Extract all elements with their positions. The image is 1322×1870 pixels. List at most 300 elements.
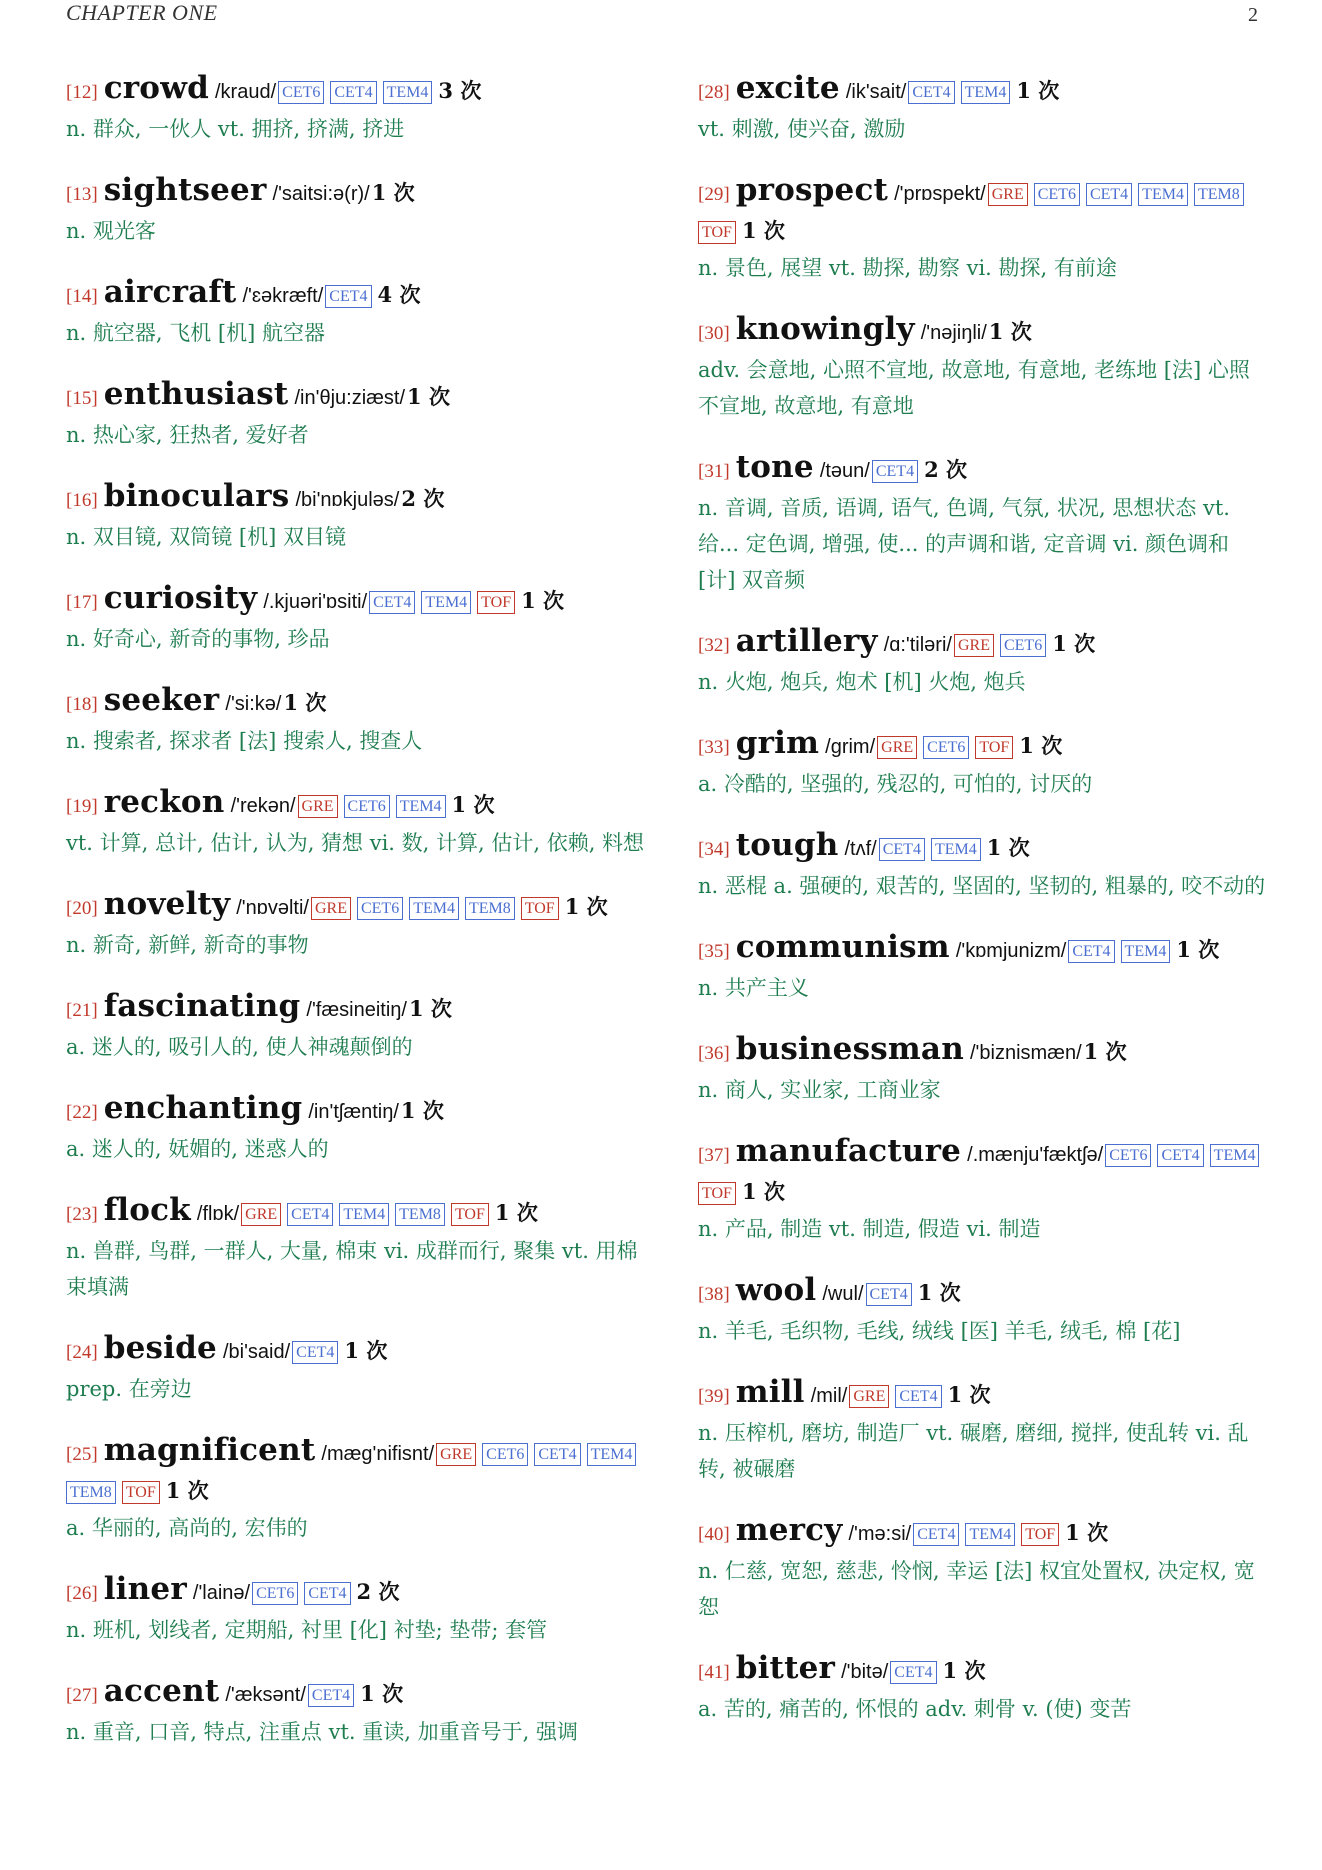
phonetic: /'nɒvəlti/ xyxy=(236,897,309,919)
exam-tag-cet4: CET4 xyxy=(325,285,371,308)
definition: a. 苦的, 痛苦的, 怀恨的 adv. 刺骨 v. (使) 变苦 xyxy=(698,1697,1132,1721)
frequency-count xyxy=(344,1338,387,1363)
entry-index: [23] xyxy=(66,1204,98,1225)
definition: n. 兽群, 鸟群, 一群人, 大量, 棉束 vi. 成群而行, 聚集 vt. 用棉束填满 xyxy=(66,1239,638,1299)
definition: n. 商人, 实业家, 工商业家 xyxy=(698,1078,941,1102)
frequency-count xyxy=(989,319,1032,344)
entry-index: [30] xyxy=(698,323,730,344)
frequency-count xyxy=(521,588,564,613)
exam-tag-tof: TOF xyxy=(975,736,1013,759)
phonetic: /təun/ xyxy=(819,460,870,482)
vocab-entry xyxy=(66,1571,646,1648)
headword: crowd xyxy=(103,70,209,106)
frequency-count xyxy=(742,1179,785,1204)
phonetic: /.kjuəri'ɒsiti/ xyxy=(263,591,368,613)
vocab-entry xyxy=(698,70,1270,147)
count-value: 1 xyxy=(400,1098,416,1123)
count-unit: 次 xyxy=(366,1338,388,1363)
vocab-entry xyxy=(66,1432,646,1546)
frequency-count xyxy=(1084,1039,1127,1064)
exam-tag-tem8: TEM8 xyxy=(465,897,515,920)
vocab-entry xyxy=(66,580,646,657)
exam-tag-tof: TOF xyxy=(451,1203,489,1226)
headword: excite xyxy=(735,70,840,106)
vocab-entry xyxy=(66,886,646,963)
count-unit: 次 xyxy=(393,180,415,205)
count-unit: 次 xyxy=(586,894,608,919)
phonetic: /'ɛəkræft/ xyxy=(242,285,324,307)
count-value: 4 xyxy=(377,282,393,307)
headword: manufacture xyxy=(735,1133,962,1169)
entry-headline xyxy=(698,1031,1270,1072)
count-unit: 次 xyxy=(378,1579,400,1604)
frequency-count xyxy=(438,78,481,103)
count-unit: 次 xyxy=(964,1658,986,1683)
headword: magnificent xyxy=(103,1432,316,1468)
entry-headline xyxy=(66,1090,646,1131)
definition: n. 搜索者, 探求者 [法] 搜索人, 搜查人 xyxy=(66,729,423,753)
count-value: 1 xyxy=(1176,937,1191,962)
exam-tag-cet4: CET4 xyxy=(287,1203,333,1226)
definition: adv. 会意地, 心照不宣地, 故意地, 有意地, 老练地 [法] 心照不宣地, 故意地, 有意地 xyxy=(698,358,1250,418)
definition: prep. 在旁边 xyxy=(66,1377,192,1401)
vocab-entry xyxy=(698,1374,1270,1487)
entry-headline xyxy=(66,478,646,519)
entry-index: [27] xyxy=(66,1685,98,1706)
exam-tag-cet4: CET4 xyxy=(1157,1144,1203,1167)
headword: curiosity xyxy=(103,580,258,616)
count-value: 1 xyxy=(165,1478,181,1503)
exam-tag-tof: TOF xyxy=(477,591,515,614)
entry-headline xyxy=(698,929,1270,970)
frequency-count xyxy=(1016,78,1059,103)
definition: vt. 计算, 总计, 估计, 认为, 猜想 vi. 数, 计算, 估计, 依赖, 料想 xyxy=(66,831,645,855)
exam-tag-gre: GRE xyxy=(436,1443,476,1466)
frequency-count xyxy=(166,1478,209,1503)
vocab-entry xyxy=(698,1272,1270,1349)
frequency-count xyxy=(407,384,450,409)
frequency-count xyxy=(565,894,608,919)
frequency-count xyxy=(401,1098,444,1123)
exam-tag-tem4: TEM4 xyxy=(961,81,1011,104)
entry-headline xyxy=(66,886,646,927)
headword: enchanting xyxy=(103,1090,303,1126)
exam-tag-cet4: CET4 xyxy=(292,1341,338,1364)
exam-tag-cet4: CET4 xyxy=(913,1523,959,1546)
count-value: 1 xyxy=(741,1179,757,1204)
right-column xyxy=(698,70,1270,1752)
definition: n. 恶棍 a. 强硬的, 艰苦的, 坚固的, 坚韧的, 粗暴的, 咬不动的 xyxy=(698,874,1266,898)
phonetic: /wul/ xyxy=(822,1283,864,1305)
count-unit: 次 xyxy=(422,1098,444,1123)
headword: reckon xyxy=(103,784,225,820)
exam-tag-cet6: CET6 xyxy=(278,81,324,104)
vocab-entry xyxy=(66,70,646,147)
entry-index: [24] xyxy=(66,1342,98,1363)
definition: n. 重音, 口音, 特点, 注重点 vt. 重读, 加重音号于, 强调 xyxy=(66,1720,578,1744)
entry-headline xyxy=(66,274,646,315)
definition: n. 产品, 制造 vt. 制造, 假造 vi. 制造 xyxy=(698,1217,1041,1241)
headword: prospect xyxy=(735,172,889,208)
count-unit: 次 xyxy=(1105,1039,1127,1064)
headword: mercy xyxy=(735,1512,843,1548)
phonetic: /'fæsineitiŋ/ xyxy=(306,999,407,1021)
definition: n. 群众, 一伙人 vt. 拥挤, 挤满, 挤进 xyxy=(66,117,405,141)
count-value: 2 xyxy=(356,1579,372,1604)
headword: businessman xyxy=(735,1031,964,1067)
entry-index: [19] xyxy=(66,796,98,817)
count-unit: 次 xyxy=(946,457,968,482)
page-number: 2 xyxy=(1248,4,1258,26)
entry-index: [16] xyxy=(66,490,98,511)
headword: bitter xyxy=(735,1650,836,1686)
frequency-count xyxy=(357,1579,400,1604)
entry-index: [35] xyxy=(698,941,730,962)
exam-tag-cet6: CET6 xyxy=(357,897,403,920)
definition: n. 音调, 音质, 语调, 语气, 色调, 气氛, 状况, 思想状态 vt. 给... 定色调, 增强, 使... 的声调和谐, 定音调 vi. 颜色调和 [计] 双音频 xyxy=(698,496,1230,592)
phonetic: /'biznismæn/ xyxy=(970,1042,1082,1064)
vocab-entry xyxy=(66,988,646,1065)
vocab-entry xyxy=(698,725,1270,802)
exam-tag-tem8: TEM8 xyxy=(1194,183,1244,206)
phonetic: /'si:kə/ xyxy=(225,693,282,715)
exam-tag-cet4: CET4 xyxy=(1086,183,1132,206)
count-value: 1 xyxy=(741,218,757,243)
phonetic: /ik'sait/ xyxy=(845,81,907,103)
exam-tag-cet4: CET4 xyxy=(369,591,415,614)
vocab-entry xyxy=(66,172,646,249)
frequency-count xyxy=(372,180,415,205)
definition: n. 景色, 展望 vt. 勘探, 勘察 vi. 勘探, 有前途 xyxy=(698,256,1117,280)
entry-index: [33] xyxy=(698,737,730,758)
frequency-count xyxy=(987,835,1030,860)
entry-index: [13] xyxy=(66,184,98,205)
headword: fascinating xyxy=(103,988,301,1024)
entry-headline xyxy=(66,376,646,417)
entry-index: [21] xyxy=(66,1000,98,1021)
frequency-count xyxy=(1052,631,1095,656)
count-value: 1 xyxy=(494,1200,510,1225)
entry-index: [18] xyxy=(66,694,98,715)
definition: a. 迷人的, 吸引人的, 使人神魂颠倒的 xyxy=(66,1035,413,1059)
definition: n. 羊毛, 毛织物, 毛线, 绒线 [医] 羊毛, 绒毛, 棉 [花] xyxy=(698,1319,1181,1343)
vocab-entry xyxy=(698,172,1270,286)
entry-headline xyxy=(698,827,1270,868)
count-unit: 次 xyxy=(430,996,452,1021)
exam-tag-tem8: TEM8 xyxy=(395,1203,445,1226)
phonetic: /in'θju:ziæst/ xyxy=(294,387,406,409)
entry-headline xyxy=(66,1673,646,1714)
definition: n. 仁慈, 宽恕, 慈悲, 怜悯, 幸运 [法] 权宜处置权, 决定权, 宽恕 xyxy=(698,1559,1255,1619)
entry-headline xyxy=(66,70,646,111)
headword: sightseer xyxy=(103,172,267,208)
count-unit: 次 xyxy=(763,218,785,243)
frequency-count xyxy=(918,1280,961,1305)
count-value: 3 xyxy=(438,78,453,103)
definition: n. 共产主义 xyxy=(698,976,809,1000)
frequency-count xyxy=(409,996,452,1021)
frequency-count xyxy=(401,486,444,511)
entry-index: [15] xyxy=(66,388,98,409)
exam-tag-tem4: TEM4 xyxy=(383,81,433,104)
vocab-entry xyxy=(66,1673,646,1750)
entry-headline xyxy=(698,172,1270,250)
phonetic: /'nəjiŋli/ xyxy=(920,322,987,344)
count-unit: 次 xyxy=(1041,733,1063,758)
count-value: 1 xyxy=(371,180,387,205)
exam-tag-tem4: TEM4 xyxy=(396,795,446,818)
count-unit: 次 xyxy=(399,282,421,307)
exam-tag-tof: TOF xyxy=(1021,1523,1059,1546)
vocab-entry xyxy=(698,311,1270,424)
exam-tag-cet4: CET4 xyxy=(879,838,925,861)
exam-tag-gre: GRE xyxy=(988,183,1028,206)
count-value: 1 xyxy=(564,894,580,919)
frequency-count xyxy=(495,1200,538,1225)
count-value: 1 xyxy=(283,690,299,715)
headword: tough xyxy=(735,827,839,863)
count-unit: 次 xyxy=(460,78,482,103)
count-value: 1 xyxy=(1065,1520,1080,1545)
count-unit: 次 xyxy=(382,1681,404,1706)
exam-tag-gre: GRE xyxy=(311,897,351,920)
count-unit: 次 xyxy=(1074,631,1096,656)
exam-tag-cet6: CET6 xyxy=(1034,183,1080,206)
entry-index: [37] xyxy=(698,1145,730,1166)
phonetic: /'saitsi:ə(r)/ xyxy=(272,183,370,205)
entry-index: [14] xyxy=(66,286,98,307)
count-value: 1 xyxy=(344,1338,360,1363)
entry-headline xyxy=(698,1512,1270,1553)
phonetic: /'lainə/ xyxy=(192,1582,251,1604)
count-unit: 次 xyxy=(763,1179,785,1204)
phonetic: /ɑ:'tiləri/ xyxy=(883,634,952,656)
entry-headline xyxy=(698,70,1270,111)
vocab-entry xyxy=(66,1192,646,1305)
headword: mill xyxy=(735,1374,805,1410)
entry-index: [12] xyxy=(66,82,98,103)
exam-tag-tem4: TEM4 xyxy=(339,1203,389,1226)
frequency-count xyxy=(1176,937,1219,962)
count-value: 1 xyxy=(360,1681,375,1706)
vocab-entry xyxy=(66,274,646,351)
headword: seeker xyxy=(103,682,220,718)
exam-tag-cet6: CET6 xyxy=(1105,1144,1151,1167)
exam-tag-gre: GRE xyxy=(954,634,994,657)
entry-index: [22] xyxy=(66,1102,98,1123)
headword: grim xyxy=(735,725,820,761)
phonetic: /flɒk/ xyxy=(196,1203,240,1225)
exam-tag-tem4: TEM4 xyxy=(409,897,459,920)
entry-index: [20] xyxy=(66,898,98,919)
phonetic: /'kɒmjunizm/ xyxy=(955,940,1067,962)
count-unit: 次 xyxy=(939,1280,961,1305)
count-unit: 次 xyxy=(305,690,327,715)
frequency-count xyxy=(948,1382,991,1407)
entry-headline xyxy=(698,725,1270,766)
frequency-count xyxy=(452,792,495,817)
headword: binoculars xyxy=(103,478,290,514)
entry-index: [39] xyxy=(698,1386,730,1407)
phonetic: /mæg'nifisnt/ xyxy=(321,1443,435,1465)
exam-tag-cet4: CET4 xyxy=(534,1443,580,1466)
definition: n. 班机, 划线者, 定期船, 衬里 [化] 衬垫; 垫带; 套管 xyxy=(66,1618,548,1642)
exam-tag-tof: TOF xyxy=(698,1182,736,1205)
definition: n. 热心家, 狂热者, 爱好者 xyxy=(66,423,309,447)
exam-tag-tem8: TEM8 xyxy=(66,1481,116,1504)
vocab-entry xyxy=(698,449,1270,598)
exam-tag-tem4: TEM4 xyxy=(1210,1144,1260,1167)
phonetic: /bi'nɒkjuləs/ xyxy=(295,489,400,511)
phonetic: /.mænju'fæktʃə/ xyxy=(967,1144,1104,1166)
entry-headline xyxy=(698,1272,1270,1313)
exam-tag-tof: TOF xyxy=(698,221,736,244)
definition: a. 迷人的, 妩媚的, 迷惑人的 xyxy=(66,1137,329,1161)
count-value: 1 xyxy=(1016,78,1031,103)
exam-tag-tem4: TEM4 xyxy=(1138,183,1188,206)
entry-headline xyxy=(66,1432,646,1510)
count-value: 2 xyxy=(401,486,416,511)
count-unit: 次 xyxy=(428,384,450,409)
vocab-entry xyxy=(698,827,1270,904)
count-unit: 次 xyxy=(423,486,445,511)
entry-headline xyxy=(698,311,1270,352)
exam-tag-gre: GRE xyxy=(298,795,338,818)
frequency-count xyxy=(283,690,326,715)
count-value: 1 xyxy=(942,1658,958,1683)
exam-tag-cet6: CET6 xyxy=(482,1443,528,1466)
vocab-entry xyxy=(66,682,646,759)
exam-tag-cet4: CET4 xyxy=(330,81,376,104)
count-unit: 次 xyxy=(187,1478,209,1503)
definition: n. 新奇, 新鲜, 新奇的事物 xyxy=(66,933,309,957)
definition: n. 压榨机, 磨坊, 制造厂 vt. 碾磨, 磨细, 搅拌, 使乱转 vi. 乱转, 被碾磨 xyxy=(698,1421,1249,1481)
exam-tag-cet4: CET4 xyxy=(308,1684,354,1707)
vocab-entry xyxy=(66,478,646,555)
chapter-title: CHAPTER ONE xyxy=(66,0,218,25)
count-unit: 次 xyxy=(1198,937,1220,962)
exam-tag-tof: TOF xyxy=(122,1481,160,1504)
frequency-count xyxy=(742,218,785,243)
exam-tag-gre: GRE xyxy=(877,736,917,759)
headword: wool xyxy=(735,1272,817,1308)
phonetic: /'mə:si/ xyxy=(848,1523,912,1545)
definition: vt. 刺激, 使兴奋, 激励 xyxy=(698,117,906,141)
page-header xyxy=(66,0,1258,30)
entry-index: [34] xyxy=(698,839,730,860)
definition: n. 航空器, 飞机 [机] 航空器 xyxy=(66,321,325,345)
exam-tag-cet4: CET4 xyxy=(895,1385,941,1408)
exam-tag-cet4: CET4 xyxy=(890,1661,936,1684)
count-unit: 次 xyxy=(543,588,565,613)
entry-index: [17] xyxy=(66,592,98,613)
headword: accent xyxy=(103,1673,220,1709)
count-unit: 次 xyxy=(1038,78,1060,103)
count-value: 1 xyxy=(408,996,424,1021)
frequency-count xyxy=(924,457,967,482)
count-value: 1 xyxy=(1052,631,1067,656)
entry-headline xyxy=(698,449,1270,490)
headword: tone xyxy=(735,449,814,485)
count-value: 1 xyxy=(917,1280,933,1305)
phonetic: /bi'said/ xyxy=(222,1341,291,1363)
vocab-entry xyxy=(698,1512,1270,1625)
count-unit: 次 xyxy=(1010,319,1032,344)
frequency-count xyxy=(1019,733,1062,758)
entry-headline xyxy=(698,1650,1270,1691)
count-value: 1 xyxy=(986,835,1002,860)
count-value: 1 xyxy=(1019,733,1034,758)
entry-index: [40] xyxy=(698,1524,730,1545)
count-unit: 次 xyxy=(969,1382,991,1407)
vocab-entry xyxy=(66,784,646,861)
exam-tag-tem4: TEM4 xyxy=(931,838,981,861)
headword: communism xyxy=(735,929,950,965)
entry-headline xyxy=(66,682,646,723)
count-unit: 次 xyxy=(1087,1520,1109,1545)
vocab-entry xyxy=(66,1090,646,1167)
entry-index: [32] xyxy=(698,635,730,656)
exam-tag-cet6: CET6 xyxy=(1000,634,1046,657)
exam-tag-tem4: TEM4 xyxy=(421,591,471,614)
count-value: 1 xyxy=(451,792,467,817)
entry-headline xyxy=(66,580,646,621)
entry-headline xyxy=(66,988,646,1029)
vocab-entry xyxy=(698,1650,1270,1727)
exam-tag-cet6: CET6 xyxy=(252,1582,298,1605)
count-value: 2 xyxy=(924,457,939,482)
definition: n. 火炮, 炮兵, 炮术 [机] 火炮, 炮兵 xyxy=(698,670,1026,694)
count-value: 1 xyxy=(521,588,536,613)
headword: flock xyxy=(103,1192,191,1228)
entry-headline xyxy=(66,172,646,213)
entry-headline xyxy=(698,1374,1270,1415)
definition: n. 好奇心, 新奇的事物, 珍品 xyxy=(66,627,330,651)
entry-headline xyxy=(66,1330,646,1371)
entry-index: [29] xyxy=(698,184,730,205)
exam-tag-tof: TOF xyxy=(521,897,559,920)
exam-tag-cet4: CET4 xyxy=(304,1582,350,1605)
left-column xyxy=(66,70,646,1775)
vocab-entry xyxy=(698,1031,1270,1108)
vocab-entry xyxy=(698,1133,1270,1247)
phonetic: /in'tʃæntiŋ/ xyxy=(308,1101,399,1123)
vocab-entry xyxy=(698,929,1270,1006)
count-value: 1 xyxy=(947,1382,963,1407)
headword: beside xyxy=(103,1330,217,1366)
phonetic: /'rekən/ xyxy=(230,795,296,817)
frequency-count xyxy=(378,282,421,307)
vocab-entry xyxy=(698,623,1270,700)
entry-index: [28] xyxy=(698,82,730,103)
entry-headline xyxy=(66,784,646,825)
exam-tag-cet6: CET6 xyxy=(344,795,390,818)
vocab-entry xyxy=(66,1330,646,1407)
entry-index: [26] xyxy=(66,1583,98,1604)
exam-tag-cet4: CET4 xyxy=(1068,940,1114,963)
phonetic: /tʌf/ xyxy=(844,838,877,860)
count-value: 1 xyxy=(407,384,422,409)
exam-tag-gre: GRE xyxy=(849,1385,889,1408)
count-unit: 次 xyxy=(1008,835,1030,860)
definition: a. 冷酷的, 坚强的, 残忍的, 可怕的, 讨厌的 xyxy=(698,772,1093,796)
phonetic: /'bitə/ xyxy=(841,1661,889,1683)
exam-tag-cet4: CET4 xyxy=(908,81,954,104)
entry-headline xyxy=(698,623,1270,664)
headword: aircraft xyxy=(103,274,237,310)
entry-index: [41] xyxy=(698,1662,730,1683)
entry-index: [31] xyxy=(698,461,730,482)
